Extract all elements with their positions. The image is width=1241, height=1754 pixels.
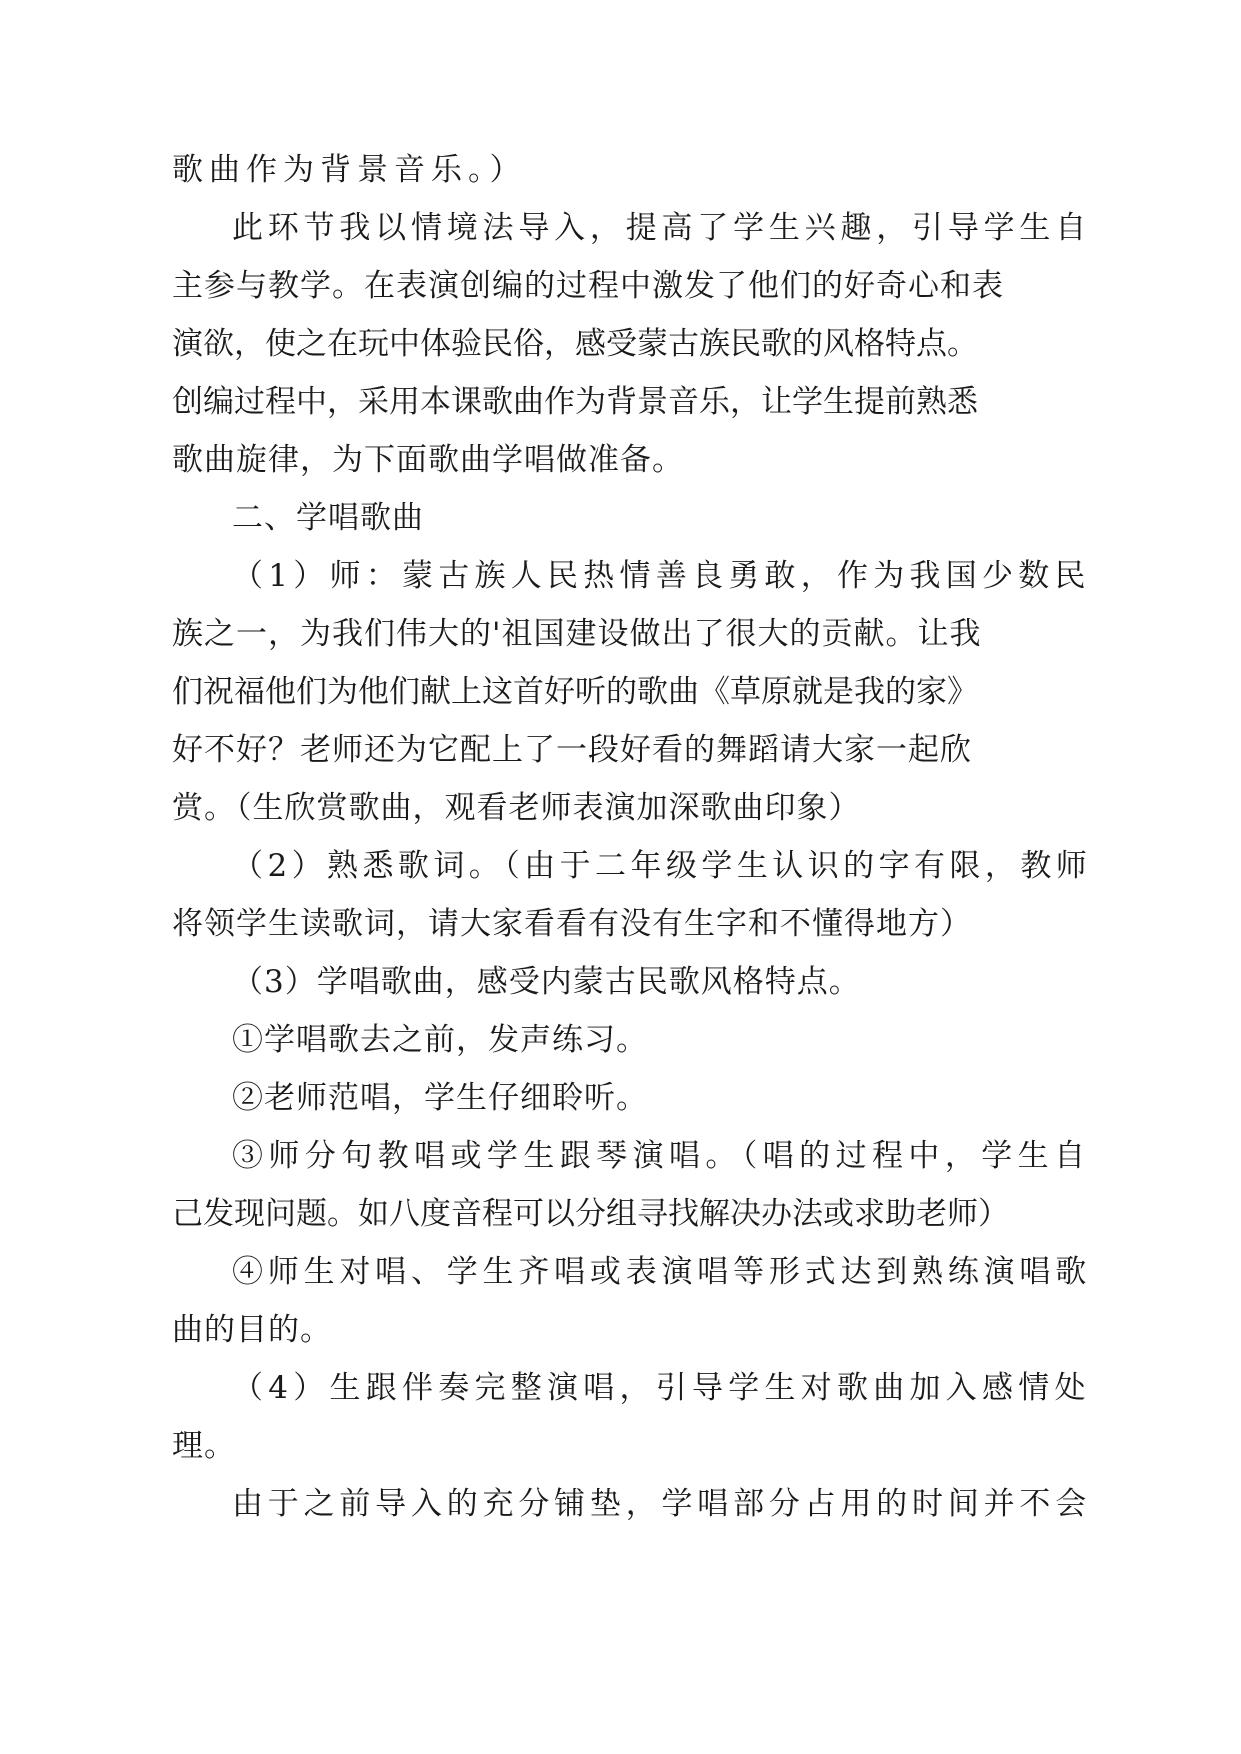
section-heading: 二、学唱歌曲	[232, 500, 424, 536]
text-line: 创编过程中，采用本课歌曲作为背景音乐，让学生提前熟悉	[172, 384, 978, 420]
text-line: 此环节我以情境法导入，提高了学生兴趣，引导学生自	[232, 210, 1091, 246]
text-line: 族之一，为我们伟大的'祖国建设做出了很大的贡献。让我	[172, 616, 982, 652]
text-line: 主参与教学。在表演创编的过程中激发了他们的好奇心和表	[172, 268, 1004, 304]
text-line: 歌曲作为背景音乐。）	[172, 152, 527, 188]
text-line: 理。	[172, 1428, 236, 1464]
text-line: 将领学生读歌词，请大家看看有没有生字和不懂得地方）	[172, 906, 972, 942]
text-line: 赏。（生欣赏歌曲，观看老师表演加深歌曲印象）	[172, 790, 861, 826]
text-line: 曲的目的。	[172, 1312, 332, 1348]
text-line: 由于之前导入的充分铺垫，学唱部分占用的时间并不会	[232, 1486, 1091, 1522]
text-line: （4）生跟伴奏完整演唱，引导学生对歌曲加入感情处	[232, 1370, 1091, 1406]
text-line: 好不好？老师还为它配上了一段好看的舞蹈请大家一起欣	[172, 732, 972, 768]
text-line: 歌曲旋律，为下面歌曲学唱做准备。	[172, 442, 684, 478]
text-line: 演欲，使之在玩中体验民俗，感受蒙古族民歌的风格特点。	[172, 326, 978, 362]
text-line: （3）学唱歌曲，感受内蒙古民歌风格特点。	[232, 964, 861, 1000]
list-item: ③师分句教唱或学生跟琴演唱。（唱的过程中，学生自	[232, 1138, 1091, 1174]
list-item: ④师生对唱、学生齐唱或表演唱等形式达到熟练演唱歌	[232, 1254, 1091, 1290]
text-line: （1）师：蒙古族人民热情善良勇敢，作为我国少数民	[232, 558, 1091, 594]
list-item: ①学唱歌去之前，发声练习。	[232, 1022, 648, 1058]
text-line: 己发现问题。如八度音程可以分组寻找解决办法或求助老师）	[172, 1196, 1009, 1232]
list-item: ②老师范唱，学生仔细聆听。	[232, 1080, 648, 1116]
text-line: 们祝福他们为他们献上这首好听的歌曲《草原就是我的家》	[172, 674, 978, 710]
text-line: （2）熟悉歌词。（由于二年级学生认识的字有限，教师	[232, 848, 1092, 884]
